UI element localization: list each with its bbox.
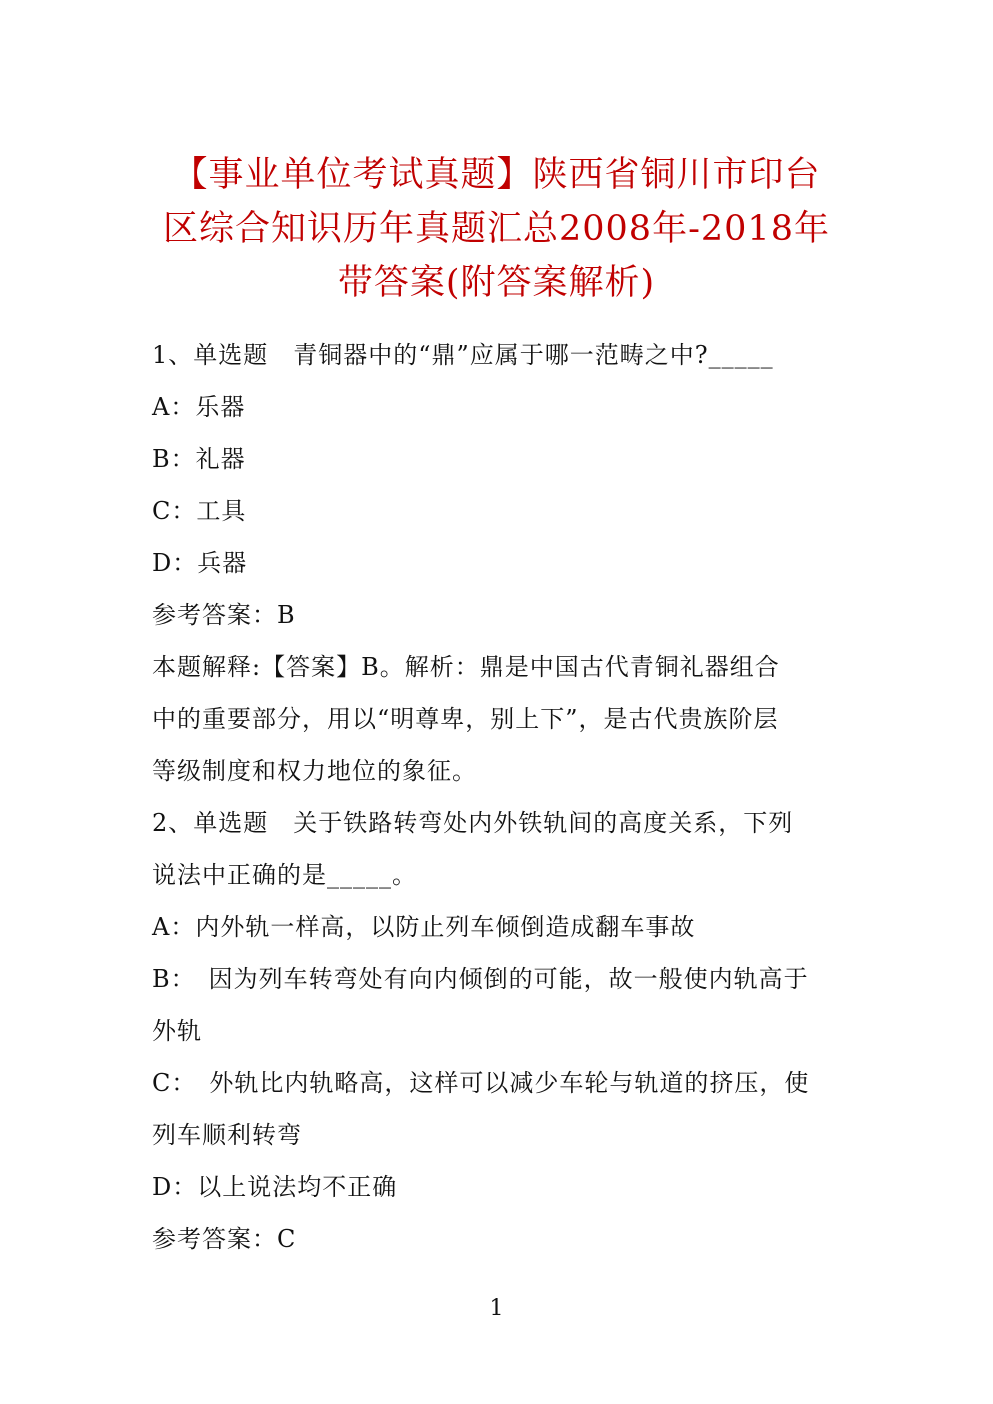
title-line-2: 区综合知识历年真题汇总2008年-2018年: [163, 209, 830, 249]
question-1-explanation-line-1: 本题解释:【答案】B。解析：鼎是中国古代青铜礼器组合: [152, 653, 780, 681]
question-1-option-b: B：礼器: [152, 445, 246, 473]
question-1-option-c: C：工具: [152, 497, 247, 525]
document-title: [140, 148, 853, 310]
question-2-answer: 参考答案：C: [152, 1225, 297, 1253]
page-number: 1: [489, 1296, 504, 1321]
question-2-stem-line-1: 2、单选题 关于铁路转弯处内外铁轨间的高度关系，下列: [152, 809, 794, 837]
title-line-1: 【事业单位考试真题】陕西省铜川市印台: [172, 155, 821, 195]
question-2-option-b-continued: 外轨: [152, 1017, 202, 1045]
question-1-explanation-line-2: 中的重要部分，用以“明尊卑，别上下”，是古代贵族阶层: [152, 705, 779, 733]
question-2-option-a: A：内外轨一样高，以防止列车倾倒造成翻车事故: [152, 913, 696, 941]
question-2-option-c: C： 外轨比内轨略高，这样可以减少车轮与轨道的挤压，使: [152, 1069, 810, 1097]
question-1-explanation-line-3: 等级制度和权力地位的象征。: [152, 757, 477, 785]
title-line-3: 带答案(附答案解析): [337, 263, 656, 303]
question-1-option-a: A：乐器: [152, 393, 246, 421]
question-1-option-d: D：兵器: [152, 549, 248, 577]
question-2-option-b: B： 因为列车转弯处有向内倾倒的可能，故一般使内轨高于: [152, 965, 809, 993]
question-2-option-d: D：以上说法均不正确: [152, 1173, 398, 1201]
question-2-stem-line-2: 说法中正确的是_____。: [152, 861, 417, 889]
question-2-option-c-continued: 列车顺利转弯: [152, 1121, 302, 1149]
question-1-answer: 参考答案：B: [152, 601, 296, 629]
question-1-stem: 1、单选题 青铜器中的“鼎”应属于哪一范畴之中?_____: [152, 341, 774, 369]
